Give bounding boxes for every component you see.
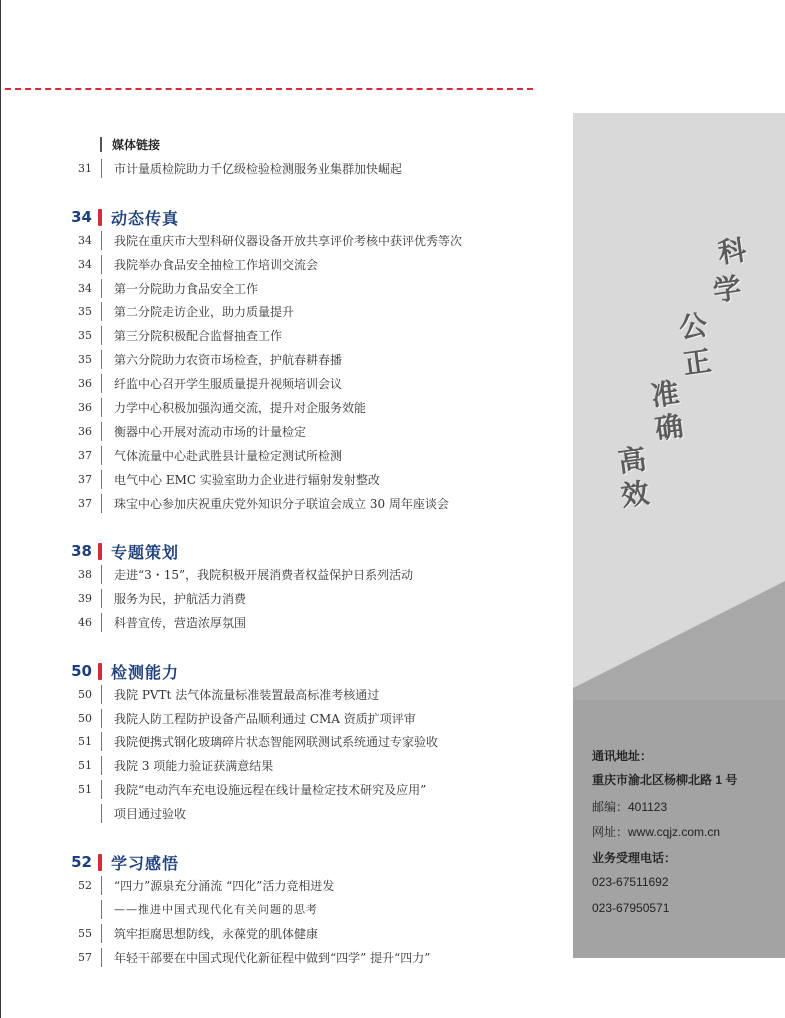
section-title: 动态传真: [111, 208, 180, 228]
address: 重庆市渝北区杨柳北路 1 号: [592, 773, 738, 787]
toc-page-number: 35: [78, 304, 92, 318]
phone-number: 023-67950571: [592, 901, 670, 915]
section-page-number: 50: [71, 662, 92, 680]
toc-page-number: 37: [78, 448, 92, 462]
heading-bar: [100, 137, 102, 152]
toc-page-number: 51: [78, 758, 92, 772]
toc-entry[interactable]: [60, 252, 560, 276]
toc-separator: [101, 565, 102, 584]
toc-entry-title: “四力”源泉充分涌流 “四化”活力竞相迸发: [114, 878, 335, 893]
website: 网址：www.cqjz.com.cn: [592, 825, 721, 839]
toc-entry[interactable]: [60, 610, 560, 634]
toc-entry[interactable]: [60, 467, 560, 491]
toc-separator: [101, 159, 102, 178]
toc-entry[interactable]: [60, 299, 560, 323]
media-links-heading: [100, 136, 160, 152]
toc-entry-title: 市计量质检院助力千亿级检验检测服务业集群加快崛起: [114, 161, 403, 176]
toc-entry-title: 第二分院走访企业，助力质量提升: [114, 304, 295, 319]
section-red-bar: [98, 543, 102, 560]
section-heading-study-insights[interactable]: [60, 851, 480, 873]
toc-entry[interactable]: [60, 443, 560, 467]
motto-char: 公: [677, 308, 710, 345]
address-label: 通讯地址：: [592, 749, 653, 763]
toc-entry-title: 气体流量中心赴武胜县计量检定测试所检测: [114, 448, 343, 463]
toc-separator: [101, 589, 102, 608]
toc-entry[interactable]: [60, 921, 560, 945]
toc-page-number: 52: [78, 878, 92, 892]
toc-entry[interactable]: [60, 276, 560, 300]
toc-separator: [101, 422, 102, 441]
toc-entry-title: 服务为民，护航活力消费: [114, 591, 247, 606]
toc-separator: [101, 446, 102, 465]
toc-separator: [101, 709, 102, 728]
motto-char: 科: [716, 233, 749, 270]
toc-separator: [101, 924, 102, 943]
sidebar-panel: [573, 113, 785, 958]
toc-page-number: 34: [78, 233, 92, 247]
toc-page-number: 35: [78, 328, 92, 342]
section-page-number: 52: [71, 853, 92, 871]
toc-entry-title: 项目通过验收: [114, 806, 187, 821]
toc-entry[interactable]: [60, 753, 560, 777]
toc-separator: [101, 302, 102, 321]
toc-page-number: 36: [78, 376, 92, 390]
toc-entry-title: 我院便携式钢化玻璃碎片状态智能网联测试系统通过专家验收: [114, 734, 439, 749]
section-page-number: 38: [71, 542, 92, 560]
toc-separator: [101, 398, 102, 417]
motto-char: 正: [681, 344, 714, 381]
toc-entry-title: 我院“电动汽车充电设施远程在线计量检定技术研究及应用”: [114, 782, 427, 797]
toc-entry-title: 我院举办食品安全抽检工作培训交流会: [114, 257, 319, 272]
postcode: 邮编：401123: [592, 800, 668, 814]
section-title: 检测能力: [111, 662, 180, 682]
toc-separator: [101, 804, 102, 823]
toc-separator: [101, 948, 102, 967]
toc-separator: [101, 255, 102, 274]
toc-entry[interactable]: [60, 729, 560, 753]
section-heading-dynamic-news[interactable]: [60, 206, 480, 228]
section-page-number: 34: [71, 208, 92, 226]
toc-separator: [101, 470, 102, 489]
toc-page-number: 50: [78, 711, 92, 725]
toc-page-number: 31: [78, 161, 92, 175]
toc-separator: [101, 876, 102, 895]
toc-separator: [101, 279, 102, 298]
toc-entry[interactable]: [60, 323, 560, 347]
toc-page-number: 37: [78, 496, 92, 510]
phone-label: 业务受理电话：: [592, 851, 677, 865]
toc-entry-continuation[interactable]: [60, 801, 560, 825]
motto-char: 效: [619, 476, 652, 513]
motto-char: 高: [616, 442, 649, 479]
toc-separator: [101, 780, 102, 799]
toc-page-number: 57: [78, 950, 92, 964]
toc-separator: [101, 374, 102, 393]
toc-entry-title: 筑牢拒腐思想防线，永葆党的肌体健康: [114, 926, 319, 941]
toc-entry-title: 我院人防工程防护设备产品顺利通过 CMA 资质扩项评审: [114, 711, 416, 726]
toc-entry-title: 衡器中心开展对流动市场的计量检定: [114, 424, 307, 439]
toc-entry[interactable]: [60, 419, 560, 443]
toc-entry[interactable]: [60, 347, 560, 371]
section-heading-special-planning[interactable]: [60, 540, 480, 562]
toc-entry[interactable]: [60, 156, 560, 180]
section-title: 学习感悟: [111, 853, 180, 873]
toc-entry[interactable]: [60, 562, 560, 586]
toc-entry-title: 电气中心 EMC 实验室助力企业进行辐射发射整改: [114, 472, 380, 487]
toc-entry-title: 纤监中心召开学生服质量提升视频培训会议: [114, 376, 343, 391]
motto-char: 确: [653, 409, 686, 446]
toc-page-number: 36: [78, 424, 92, 438]
toc-separator: [101, 756, 102, 775]
section-red-bar: [98, 209, 102, 226]
toc-separator: [101, 494, 102, 513]
toc-entry-title: 我院在重庆市大型科研仪器设备开放共享评价考核中获评优秀等次: [114, 233, 463, 248]
toc-separator: [101, 685, 102, 704]
toc-separator: [101, 326, 102, 345]
toc-page-number: 39: [78, 591, 92, 605]
toc-page-number: 55: [78, 926, 92, 940]
media-links-label: 媒体链接: [112, 137, 161, 152]
phone-number: 023-67511692: [592, 875, 669, 889]
toc-entry-subtitle[interactable]: [60, 897, 560, 921]
toc-separator: [101, 732, 102, 751]
toc-page-number: 34: [78, 281, 92, 295]
toc-page-number: 50: [78, 687, 92, 701]
toc-entry-subtitle-text: ——推进中国式现代化有关问题的思考: [114, 903, 318, 916]
toc-entry-title: 走进“3・15”，我院积极开展消费者权益保护日系列活动: [114, 567, 414, 582]
toc-entry-title: 科普宣传，营造浓厚氛围: [114, 615, 247, 630]
toc-entry[interactable]: [60, 706, 560, 730]
toc-page-number: 37: [78, 472, 92, 486]
toc-separator: [101, 613, 102, 632]
section-red-bar: [98, 854, 102, 871]
toc-separator: [101, 900, 102, 919]
toc-page-number: 34: [78, 257, 92, 271]
section-title: 专题策划: [111, 542, 180, 562]
toc-entry[interactable]: [60, 228, 560, 252]
toc-separator: [101, 350, 102, 369]
section-heading-testing-capability[interactable]: [60, 660, 480, 682]
toc-entry-title: 珠宝中心参加庆祝重庆党外知识分子联谊会成立 30 周年座谈会: [114, 496, 449, 511]
toc-entry-title: 第三分院积极配合监督抽查工作: [114, 328, 283, 343]
toc-page-number: 46: [78, 615, 92, 629]
toc-page-number: 51: [78, 734, 92, 748]
toc-separator: [101, 231, 102, 250]
toc-entry-title: 我院 3 项能力验证获满意结果: [114, 758, 274, 773]
toc-page-number: 38: [78, 567, 92, 581]
toc-entry-title: 我院 PVTt 法气体流量标准装置最高标准考核通过: [114, 687, 380, 702]
toc-entry-title: 第一分院助力食品安全工作: [114, 281, 259, 296]
toc-entry-title: 力学中心积极加强沟通交流，提升对企服务效能: [114, 400, 367, 415]
toc-entry[interactable]: [60, 395, 560, 419]
toc-entry-title: 第六分院助力农资市场检查，护航春耕春播: [114, 352, 343, 367]
toc-entry[interactable]: [60, 682, 560, 706]
toc-entry[interactable]: [60, 777, 560, 801]
toc-page-number: 51: [78, 782, 92, 796]
motto-char: 准: [649, 376, 682, 413]
motto-char: 学: [711, 271, 744, 308]
section-red-bar: [98, 663, 102, 680]
toc-page-number: 36: [78, 400, 92, 414]
toc-entry-title: 年轻干部要在中国式现代化新征程中做到“四学” 提升“四力”: [114, 950, 431, 965]
toc-entry[interactable]: [60, 586, 560, 610]
toc-entry[interactable]: [60, 945, 560, 969]
toc-entry[interactable]: [60, 873, 560, 897]
toc-page-number: 35: [78, 352, 92, 366]
toc-entry[interactable]: [60, 491, 560, 515]
toc-entry[interactable]: [60, 371, 560, 395]
